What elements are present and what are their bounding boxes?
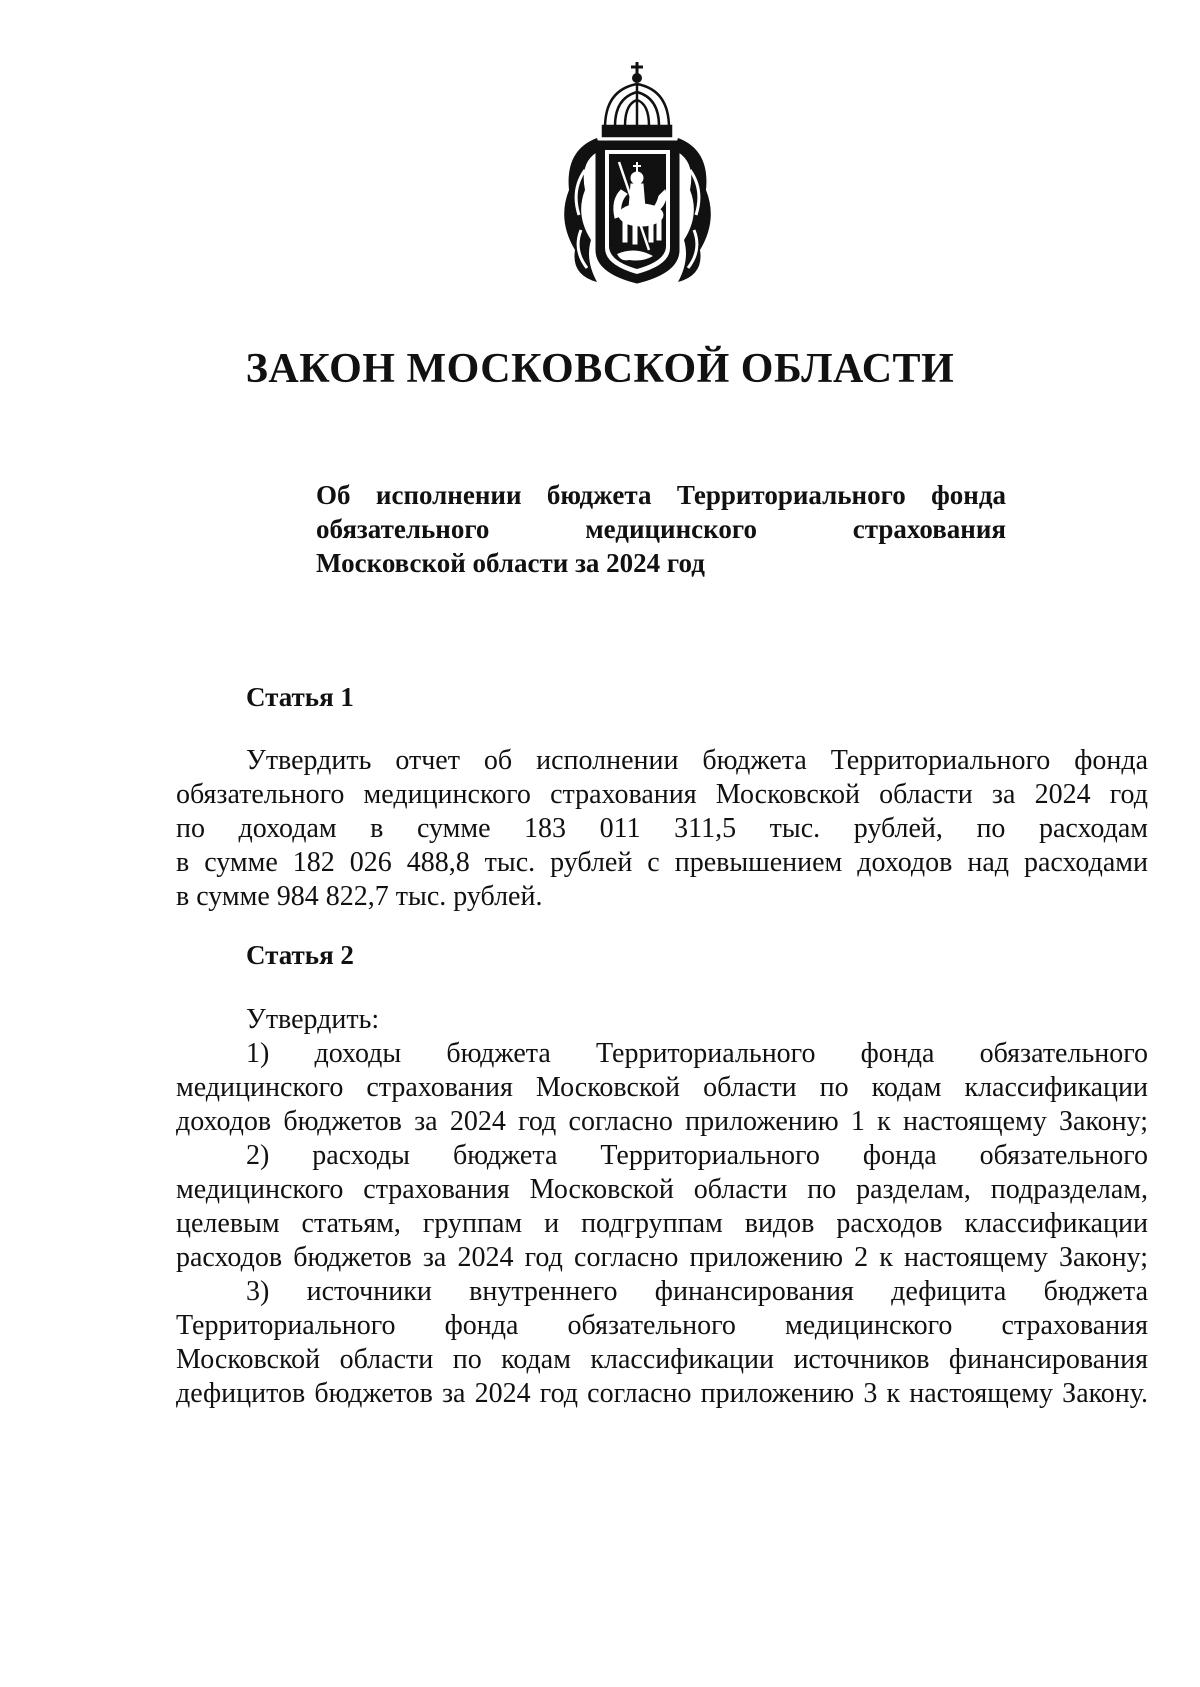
list-item-line: целевым статьям, группам и подгруппам видов расходов классификации — [176, 1208, 1148, 1239]
paragraph-line: по доходам в сумме 183 011 311,5 тыс. рублей, по расходам — [176, 813, 1148, 844]
paragraph-line: в сумме 182 026 488,8 тыс. рублей с превышением доходов над расходами — [176, 847, 1148, 878]
list-item-line: расходов бюджетов за 2024 год согласно приложению 2 к настоящему Закону; — [176, 1242, 1148, 1273]
list-item-line: 2) расходы бюджета Территориального фонда обязательного — [246, 1140, 1148, 1171]
article-1-heading: Статья 1 — [246, 682, 354, 712]
coat-of-arms-icon — [545, 50, 730, 295]
subject-line: Об исполнении бюджета Территориального фонда — [316, 480, 1006, 510]
article-2-text — [176, 1003, 1148, 1411]
list-item-line: 1) доходы бюджета Территориального фонда обязательного — [246, 1038, 1148, 1069]
list-item-line: Московской области по кодам классификации источников финансирования — [176, 1344, 1148, 1375]
document-subject — [316, 478, 1006, 580]
paragraph-line: обязательного медицинского страхования Московской области за 2024 год — [176, 779, 1148, 810]
article-2-heading: Статья 2 — [246, 940, 354, 970]
list-item-line: дефицитов бюджетов за 2024 год согласно приложению 3 к настоящему Закону. — [176, 1378, 1148, 1409]
paragraph-line: Утвердить: — [246, 1004, 380, 1035]
article-1-text — [176, 744, 1148, 914]
list-item-line: Территориального фонда обязательного медицинского страхования — [176, 1310, 1148, 1341]
document-title: ЗАКОН МОСКОВСКОЙ ОБЛАСТИ — [245, 346, 955, 392]
paragraph-line: Утвердить отчет об исполнении бюджета Территориального фонда — [246, 745, 1148, 776]
list-item-line: медицинского страхования Московской области по кодам классификации — [176, 1072, 1148, 1103]
paragraph-line: в сумме 984 822,7 тыс. рублей. — [176, 881, 543, 912]
list-item-line: 3) источники внутреннего финансирования дефицита бюджета — [246, 1276, 1148, 1307]
subject-line: Московской области за 2024 год — [316, 548, 705, 578]
list-item-line: доходов бюджетов за 2024 год согласно приложению 1 к настоящему Закону; — [176, 1106, 1148, 1137]
subject-line: обязательного медицинского страхования — [316, 514, 1006, 544]
list-item-line: медицинского страхования Московской области по разделам, подразделам, — [176, 1174, 1148, 1205]
